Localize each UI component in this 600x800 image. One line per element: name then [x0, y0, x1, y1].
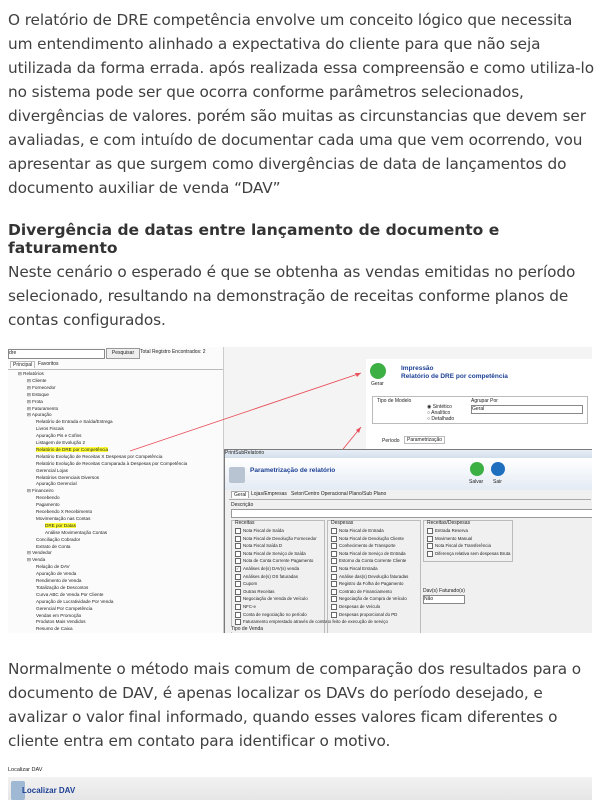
- tree-item[interactable]: Relação de DAV: [36, 564, 70, 570]
- records-found: Total Registro Encontrados: 2: [140, 349, 206, 355]
- receitas-checkbox[interactable]: Nota de Conta Corrente Pagamento: [235, 558, 313, 564]
- tab-setor[interactable]: Setor/Centro Operacional: [291, 491, 348, 497]
- outras-label: Receitas/Despesas: [427, 520, 471, 526]
- tree-item[interactable]: ⊟ Venda: [27, 557, 46, 563]
- tree-item[interactable]: Recebendo: [36, 495, 60, 501]
- model-option-detalhado[interactable]: ○ Detalhado: [427, 416, 455, 422]
- tree-item[interactable]: Apuração Gerencial: [36, 481, 77, 487]
- receitas-checkbox[interactable]: Cupom: [235, 581, 257, 587]
- dav-faturado-label: Dav(s) Faturado(s): [423, 588, 465, 594]
- outras-group: [423, 520, 513, 562]
- dialog-header: [225, 458, 592, 490]
- tab-principal[interactable]: Principal: [10, 361, 35, 368]
- tipo-venda-label: Tipo de Venda: [231, 626, 264, 632]
- tree-item[interactable]: Apuração de Lucratividade Por Venda: [36, 598, 114, 604]
- outras-checkbox[interactable]: Diferença relativa sem despesas Bruta: [427, 551, 510, 557]
- description-label: Descrição: [231, 502, 254, 508]
- document-icon: [229, 467, 245, 483]
- despesas-group: [327, 520, 421, 633]
- receitas-checkbox[interactable]: Nota Fiscal de Devolução Fornecedor: [235, 536, 317, 542]
- tab-parametrizacao[interactable]: Parametrização: [404, 436, 445, 444]
- despesas-checkbox[interactable]: Nota Fiscal de Entrada: [331, 528, 384, 534]
- dre-config-screenshot: [8, 347, 592, 633]
- dialog-tabs: [229, 491, 591, 500]
- despesas-checkbox[interactable]: Estorno da Conta Corrente Cliente: [331, 558, 406, 564]
- tree-item[interactable]: Recebendo X Recebimento: [36, 509, 93, 514]
- tree-item[interactable]: Relatórios Gerenciais Diversos: [36, 474, 100, 480]
- tree-item[interactable]: ⊟ Faturamento: [27, 405, 59, 411]
- search-input[interactable]: dre: [8, 349, 105, 359]
- intro-paragraph: O relatório de DRE competência envolve um conceito lógico que necessita um entendimento alinhado a expectativa do cliente para que não seja utilizada da forma errada. após realizada essa compreensão e como utiliza-lo no sistema pode ser que ocorra conforme parâmetros selecionados, divergências de valores. porém são muitas as circunstancias que devem ser avaliadas, e com intuído de documentar cada uma que vem ocorrendo, vou apresentar as que surgem como divergências de data de lançamentos do documento auxiliar de venda “DAV”: [8, 11, 594, 197]
- receitas-checkbox[interactable]: Análises de(s) OS faturadas: [235, 574, 298, 580]
- tab-geral[interactable]: Geral: [231, 491, 249, 498]
- despesas-checkbox[interactable]: Nota Fiscal de Devolução Cliente: [331, 536, 404, 542]
- tree-item[interactable]: Produtos Mais Vendidos: [36, 619, 86, 625]
- receitas-checkbox[interactable]: ✓ Análises de(s) DAV(s) venda: [236, 566, 300, 572]
- print-subtitle: Relatório de DRE por competência: [401, 373, 508, 380]
- tree-item[interactable]: Relatório de DRE por Competência: [36, 446, 109, 452]
- despesas-checkbox[interactable]: Análise das(s) Devolução faturadas: [331, 574, 408, 580]
- salvar-label: Salvar: [469, 479, 484, 485]
- section-heading: Divergência de datas entre lançamento de documento e faturamento: [8, 221, 500, 257]
- tree-item[interactable]: ⊟ Estoque: [27, 391, 49, 397]
- tree-item[interactable]: ⊟ Financeiro: [27, 488, 54, 494]
- group-by-select[interactable]: Geral: [471, 405, 583, 414]
- tree-item[interactable]: Relatório Evolução de Receitas X Despesas por Competência: [36, 453, 163, 459]
- receitas-checkbox[interactable]: Outras Receitas: [235, 589, 274, 595]
- tab-favoritos[interactable]: Favoritos: [38, 361, 59, 367]
- tree-item[interactable]: Rendimento de Venda: [36, 578, 82, 583]
- comparison-paragraph: Normalmente o método mais comum de comparação dos resultados para o documento de DAV, é apenas localizar os DAVs do período desejado, e avalizar o valor final informado, quando esses valores ficam diferentes o cliente entra em contato para identificar o motivo.: [8, 660, 582, 750]
- tree-item[interactable]: Análise Movimentação Contas: [45, 529, 108, 535]
- receitas-checkbox[interactable]: Conta de negociação no período: [235, 612, 307, 618]
- tab-lojas[interactable]: Lojas/Empresas: [251, 491, 287, 497]
- localizar-window: [8, 777, 592, 800]
- tree-item[interactable]: ⊟ Frota: [27, 398, 43, 404]
- despesas-checkbox[interactable]: Nota Fiscal Entrada: [331, 566, 378, 572]
- outras-checkbox[interactable]: Nota Fiscal de Transferência: [427, 543, 491, 549]
- localizar-caption: Localizar DAV: [8, 767, 43, 773]
- sair-label: Sair: [493, 479, 502, 485]
- tree-item[interactable]: ⊟ Apuração: [27, 412, 52, 418]
- period-label: Período: [382, 438, 400, 444]
- tree-item[interactable]: DRE por Datas: [45, 522, 76, 528]
- outras-checkbox[interactable]: Movimento Manual: [427, 536, 472, 542]
- receitas-checkbox[interactable]: Negociação de Venda de Veículo: [235, 596, 308, 602]
- search-button[interactable]: Pesquisar: [106, 348, 140, 359]
- despesas-checkbox[interactable]: Conhecimento de Transporte: [331, 543, 396, 549]
- tree-item[interactable]: Resumo de Caixa: [36, 626, 73, 632]
- arrow-to-print: [130, 373, 361, 451]
- localizar-dav-screenshot: [8, 777, 592, 800]
- localizar-window-title: Localizar DAV: [22, 786, 76, 795]
- tree-item[interactable]: ⊟ Cliente: [27, 377, 47, 383]
- description-input[interactable]: [231, 509, 592, 518]
- receitas-checkbox[interactable]: NFC-e: [235, 604, 256, 610]
- tree-item[interactable]: Apuração Pis e Cofins: [36, 433, 82, 439]
- model-option-analitico[interactable]: ○ Analítico: [427, 410, 451, 416]
- dialog-title: Parametrização de relatório: [250, 467, 336, 474]
- despesas-checkbox[interactable]: Despesas de Veículo: [331, 604, 380, 610]
- tree-item[interactable]: Pagamento: [36, 502, 60, 508]
- model-type-label: Tipo de Modelo: [377, 398, 412, 404]
- gerar-label: Gerar: [371, 381, 384, 387]
- model-option-sintetico[interactable]: ◉ Sintético: [427, 404, 452, 410]
- tree-item[interactable]: Totalização de Descontos: [36, 584, 89, 590]
- tree-item[interactable]: Conciliação Cobrador: [36, 536, 81, 542]
- tree-item[interactable]: Gerencial Lojas: [36, 467, 68, 473]
- tree-item[interactable]: Relatório de Entrada e Saída/Entrega: [36, 419, 113, 425]
- despesas-label: Despesas: [331, 520, 354, 526]
- despesas-checkbox[interactable]: Registro da Folha de Pagamento: [331, 581, 403, 587]
- tree-item[interactable]: Gerencial Por Competência: [36, 605, 93, 611]
- tree-item[interactable]: ⊟ Fornecedor: [27, 384, 56, 390]
- scenario-paragraph: Neste cenário o esperado é que se obtenha as vendas emitidas no período selecionado, resultando na demonstração de receitas conforme planos de contas configurados.: [8, 263, 576, 329]
- tree-item[interactable]: Relatório Evolução de Receitas Comparada à Despesas por Competência: [36, 460, 188, 466]
- tree-item[interactable]: Livros Fiscais: [36, 426, 64, 432]
- tab-plano[interactable]: Plano/Sub Plano: [349, 491, 387, 497]
- dav-faturado-select[interactable]: Não: [423, 595, 465, 604]
- tree-item[interactable]: Curva ABC de Venda Por Cliente: [36, 591, 104, 597]
- group-by-label: Agrupar Por: [471, 398, 498, 404]
- tree-item[interactable]: ⊟ Relatórios: [18, 371, 44, 376]
- print-title: Impressão: [401, 365, 434, 372]
- tree-item[interactable]: Apuração de Venda: [36, 571, 77, 577]
- tree-item[interactable]: Listagem de Evolução 2: [36, 440, 86, 445]
- tree-item[interactable]: Movimentação nas Contas: [36, 515, 91, 521]
- receitas-checkbox[interactable]: Nota Fiscal de Serviço de Saída: [235, 551, 306, 557]
- despesas-checkbox[interactable]: Despesas proporcional do PD: [331, 612, 397, 618]
- sair-icon[interactable]: [491, 462, 505, 476]
- tree-item[interactable]: Vendas em Promoção: [36, 612, 82, 618]
- despesas-checkbox[interactable]: Nota Fiscal de Serviço de Entrada: [331, 551, 406, 557]
- param-dialog: [224, 449, 592, 633]
- receitas-label: Receitas: [235, 520, 255, 526]
- receitas-checkbox[interactable]: Nota Fiscal de Saída: [235, 528, 284, 534]
- despesas-checkbox[interactable]: Negociação de Compra de Veículo: [331, 596, 407, 602]
- tree-item[interactable]: Extrato de Conta: [36, 543, 71, 549]
- outras-checkbox[interactable]: Entrada Reserva: [427, 528, 468, 534]
- salvar-icon[interactable]: [470, 462, 484, 476]
- receitas-checkbox[interactable]: Faturamento emprestado através de contrato feito de execução de serviço: [235, 619, 388, 625]
- despesas-checkbox[interactable]: Contrato de Financiamento: [331, 589, 392, 595]
- dialog-window-title: PrintSubRelatorio: [225, 450, 592, 458]
- receitas-checkbox[interactable]: Nota Fiscal Saída D: [235, 543, 282, 549]
- tree-item[interactable]: ⊟ Vendedor: [27, 550, 52, 556]
